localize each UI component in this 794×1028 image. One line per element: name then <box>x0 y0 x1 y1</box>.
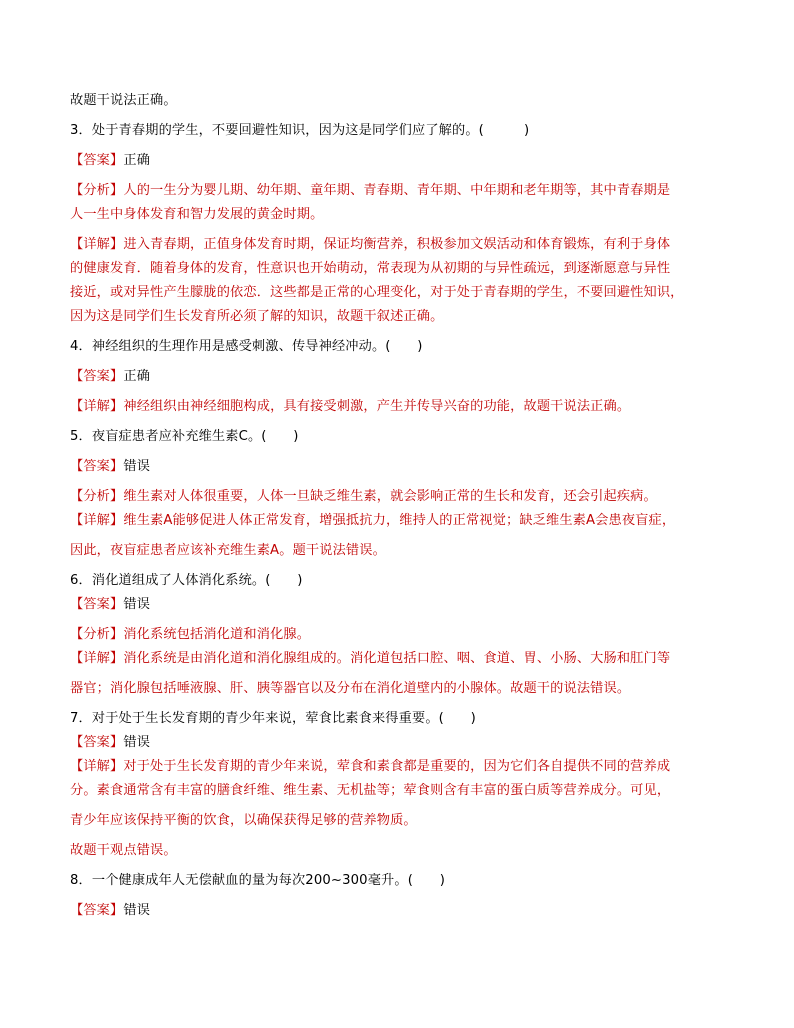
label-tag: 【答案】 <box>70 903 124 918</box>
line-text: 神经组织由神经细胞构成，具有接受刺激，产生并传导兴奋的功能，故题干说法正确。 <box>123 399 631 414</box>
text-line <box>70 625 740 645</box>
line-text: 的健康发育．随着身体的发育，性意识也开始萌动，常表现为从初期的与异性疏远，到逐渐愿意与异性 <box>70 261 671 276</box>
line-text: 对于处于生长发育期的青少年来说，荤食和素食都是重要的，因为它们各自提供不同的营养成 <box>123 759 671 774</box>
line-text: 错误 <box>123 459 151 474</box>
label-tag: 【详解】 <box>70 651 124 666</box>
label-tag: 【答案】 <box>70 735 124 750</box>
text-line <box>70 871 740 891</box>
label-tag: 【答案】 <box>70 459 124 474</box>
line-text: 因此，夜盲症患者应该补充维生素A。题干说法错误。 <box>70 543 386 558</box>
text-line <box>70 571 740 591</box>
line-text: 器官；消化腺包括唾液腺、肝、胰等器官以及分布在消化道壁内的小腺体。故题干的说法错误。 <box>70 681 631 696</box>
label-tag: 【详解】 <box>70 237 124 252</box>
question-text: 8．一个健康成年人无偿献血的量为每次200~300毫升。( ) <box>70 873 445 888</box>
text-line <box>70 541 740 561</box>
text-line <box>70 397 740 417</box>
line-text: 因为这是同学们生长发育所必须了解的知识，故题干叙述正确。 <box>70 309 444 324</box>
text-line <box>70 757 740 777</box>
text-line <box>70 427 740 447</box>
line-text: 接近，或对异性产生朦胧的依恋．这些都是正常的心理变化，对于处于青春期的学生，不要回避性知识， <box>70 285 684 300</box>
text-line <box>70 283 740 303</box>
text-line <box>70 733 740 753</box>
question-text: 5．夜盲症患者应补充维生素C。( ) <box>70 429 299 444</box>
label-tag: 【分析】 <box>70 183 124 198</box>
line-text: 错误 <box>123 903 151 918</box>
text-line <box>70 595 740 615</box>
question-text: 故题干说法正确。 <box>70 93 177 108</box>
text-line <box>70 781 740 801</box>
line-text: 消化系统是由消化道和消化腺组成的。消化道包括口腔、咽、食道、胃、小肠、大肠和肛门等 <box>123 651 671 666</box>
text-line <box>70 307 740 327</box>
text-line <box>70 811 740 831</box>
line-text: 故题干观点错误。 <box>70 843 177 858</box>
text-line <box>70 205 740 225</box>
line-text: 人一生中身体发育和智力发展的黄金时期。 <box>70 207 324 222</box>
question-text: 7．对于处于生长发育期的青少年来说，荤食比素食来得重要。( ) <box>70 711 476 726</box>
question-text: 3．处于青春期的学生，不要回避性知识，因为这是同学们应了解的。( ) <box>70 123 530 138</box>
line-text: 分。素食通常含有丰富的膳食纤维、维生素、无机盐等；荤食则含有丰富的蛋白质等营养成分。可见， <box>70 783 671 798</box>
text-line <box>70 649 740 669</box>
label-tag: 【分析】 <box>70 627 124 642</box>
label-tag: 【详解】 <box>70 399 124 414</box>
label-tag: 【详解】 <box>70 759 124 774</box>
text-line <box>70 235 740 255</box>
text-line <box>70 259 740 279</box>
line-text: 维生素A能够促进人体正常发育，增强抵抗力，维持人的正常视觉；缺乏维生素A会患夜盲症， <box>123 513 676 528</box>
text-line <box>70 457 740 477</box>
label-tag: 【答案】 <box>70 597 124 612</box>
label-tag: 【分析】 <box>70 489 124 504</box>
text-line <box>70 709 740 729</box>
line-text: 人的一生分为婴儿期、幼年期、童年期、青春期、青年期、中年期和老年期等，其中青春期是 <box>123 183 671 198</box>
label-tag: 【答案】 <box>70 369 124 384</box>
text-line <box>70 841 740 861</box>
text-line <box>70 121 740 141</box>
text-line <box>70 91 740 111</box>
line-text: 错误 <box>123 597 151 612</box>
line-text: 正确 <box>123 153 151 168</box>
question-text: 4．神经组织的生理作用是感受刺激、传导神经冲动。( ) <box>70 339 423 354</box>
label-tag: 【答案】 <box>70 153 124 168</box>
label-tag: 【详解】 <box>70 513 124 528</box>
text-line <box>70 511 740 531</box>
text-line <box>70 337 740 357</box>
text-line <box>70 487 740 507</box>
line-text: 正确 <box>123 369 151 384</box>
text-line <box>70 367 740 387</box>
line-text: 青少年应该保持平衡的饮食，以确保获得足够的营养物质。 <box>70 813 417 828</box>
text-line <box>70 181 740 201</box>
text-line <box>70 151 740 171</box>
line-text: 错误 <box>123 735 151 750</box>
line-text: 维生素对人体很重要，人体一旦缺乏维生素，就会影响正常的生长和发育，还会引起疾病。 <box>123 489 657 504</box>
question-text: 6．消化道组成了人体消化系统。( ) <box>70 573 303 588</box>
text-line <box>70 901 740 921</box>
line-text: 进入青春期，正值身体发育时期，保证均衡营养，积极参加文娱活动和体育锻炼，有利于身体 <box>123 237 671 252</box>
text-line <box>70 679 740 699</box>
line-text: 消化系统包括消化道和消化腺。 <box>123 627 311 642</box>
